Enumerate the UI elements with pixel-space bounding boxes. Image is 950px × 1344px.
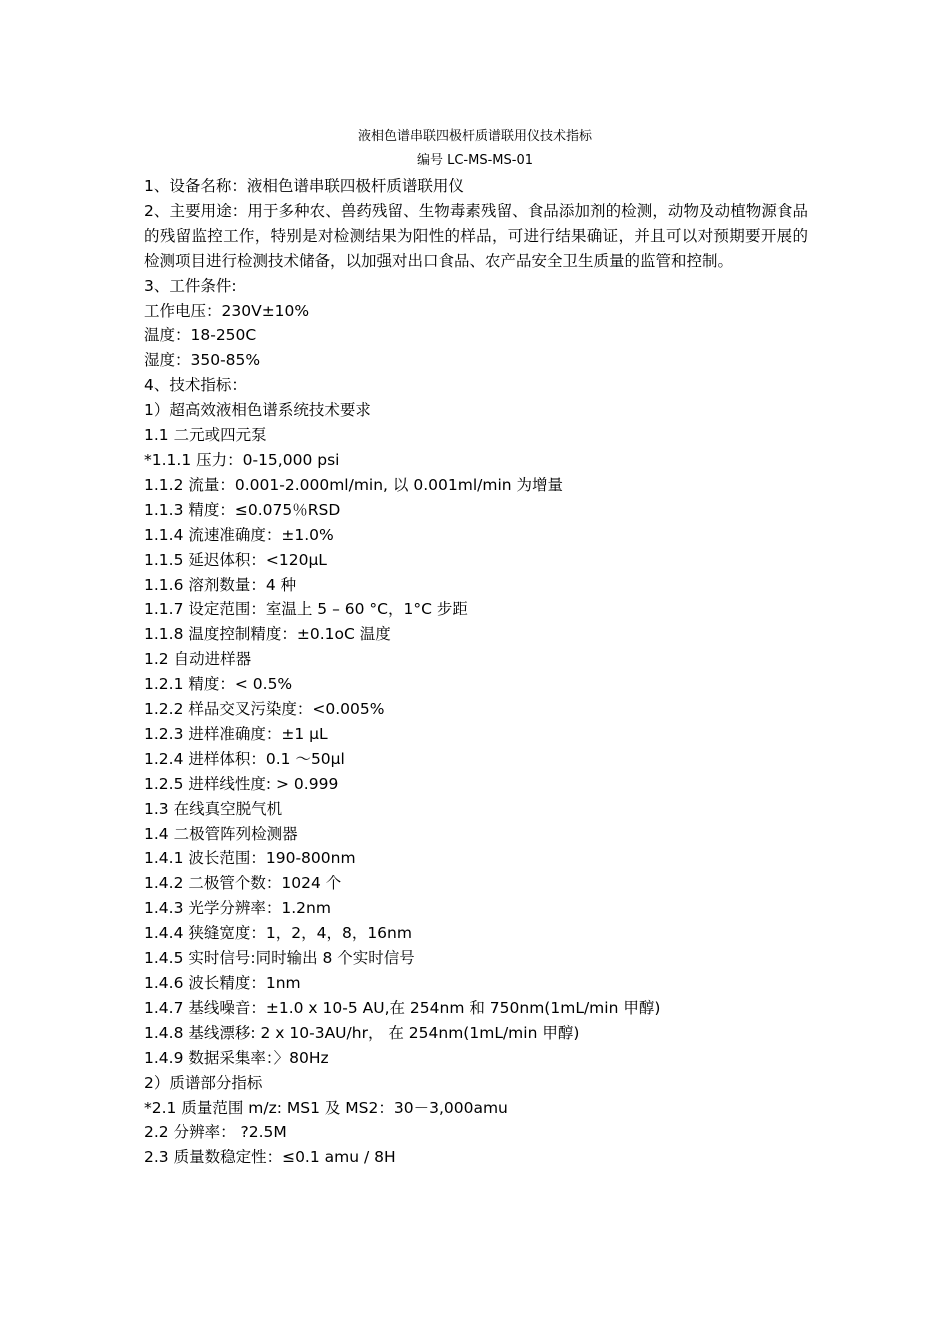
document-line: 1.4 二极管阵列检测器 <box>144 824 298 843</box>
document-line: 1.4.5 实时信号:同时输出 8 个实时信号 <box>144 949 415 968</box>
document-line: 1.1 二元或四元泵 <box>144 426 267 445</box>
document-line: *2.1 质量范围 m/z: MS1 及 MS2：30－3,000amu <box>144 1098 508 1117</box>
document-paragraph: 2、主要用途：用于多种农、兽药残留、生物毒素残留、食品添加剂的检测，动物及动植物源食品的残留监控工作，特别是对检测结果为阳性的样品，可进行结果确证，并且可以对预期要开展的检测项目进行检测技术储备，以加强对出口食品、农产品安全卫生质量的监管和控制。 <box>144 201 808 270</box>
document-line: 1.2 自动进样器 <box>144 650 252 669</box>
document-title: 液相色谱串联四极杆质谱联用仪技术指标 <box>357 129 592 144</box>
document-line: 1.4.3 光学分辨率：1.2nm <box>144 899 331 918</box>
document-line: 温度：18-250C <box>144 326 257 345</box>
document-line: 1.2.2 样品交叉污染度：<0.005% <box>144 700 385 719</box>
document-line: 湿度：350-85% <box>144 351 261 370</box>
document-line: 1.2.3 进样准确度：±1 μL <box>144 724 328 743</box>
document-line: 1、设备名称：液相色谱串联四极杆质谱联用仪 <box>144 177 464 195</box>
document-line: 2.2 分辨率： ?2.5M <box>144 1123 287 1142</box>
document-line: 2.3 质量数稳定性：≤0.1 amu / 8H <box>144 1148 396 1167</box>
document-line: 3、工件条件: <box>144 276 237 295</box>
document-line: 1.4.2 二极管个数：1024 个 <box>144 874 342 893</box>
document-line: *1.1.1 压力：0-15,000 psi <box>144 450 340 469</box>
document-line: 1.1.7 设定范围：室温上 5 – 60 °C，1°C 步距 <box>144 600 468 619</box>
document-line: 4、技术指标： <box>144 376 247 395</box>
document-line: 工作电压：230V±10% <box>144 301 310 320</box>
document-number: 编号 LC-MS-MS-01 <box>416 153 533 168</box>
document-line: 1.4.1 波长范围：190-800nm <box>144 849 356 868</box>
document-line: 1.1.2 流量：0.001-2.000ml/min, 以 0.001ml/min 为增量 <box>144 475 564 494</box>
document-line: 1.1.5 延迟体积：<120μL <box>144 550 327 569</box>
document-line: 1.4.9 数据采集率：〉80Hz <box>144 1048 329 1067</box>
document-line: 1.1.4 流速准确度：±1.0% <box>144 525 334 544</box>
document-line: 1.1.6 溶剂数量：4 种 <box>144 575 297 594</box>
document-line: 1.1.8 温度控制精度：±0.1oC 温度 <box>144 625 391 644</box>
document-line: 2）质谱部分指标 <box>144 1073 263 1092</box>
document-line: 1.2.1 精度：< 0.5% <box>144 675 293 694</box>
document-body <box>144 174 808 1170</box>
document-line: 1）超高效液相色谱系统技术要求 <box>144 401 371 420</box>
document-line: 1.4.8 基线漂移: 2 x 10-3AU/hr， 在 254nm(1mL/min 甲醇) <box>144 1023 580 1042</box>
document-line: 1.3 在线真空脱气机 <box>144 799 283 818</box>
document-line: 1.2.4 进样体积：0.1 ～50μl <box>144 749 345 768</box>
document-line: 1.4.7 基线噪音：±1.0 x 10-5 AU,在 254nm 和 750nm(1mL/min 甲醇) <box>144 998 661 1017</box>
document-line: 1.4.4 狭缝宽度：1，2，4，8，16nm <box>144 924 412 943</box>
document-line: 1.4.6 波长精度：1nm <box>144 974 301 992</box>
document-line: 1.2.5 进样线性度: > 0.999 <box>144 774 339 793</box>
document-line: 1.1.3 精度：≤0.075％RSD <box>144 500 341 519</box>
